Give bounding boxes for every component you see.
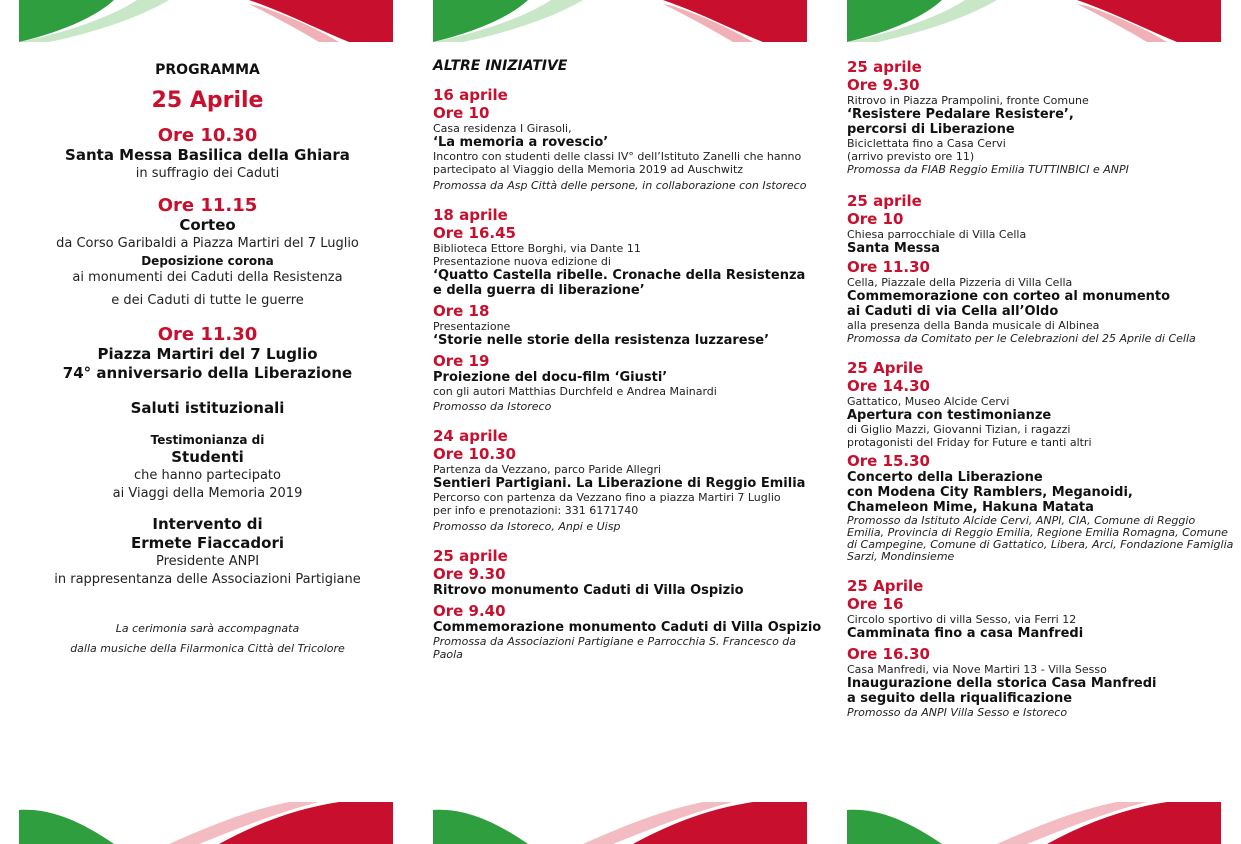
event-promoter: Promossa da Comitato per le Celebrazioni del 25 Aprile di Cella	[847, 332, 1196, 345]
event-detail: ai monumenti dei Caduti della Resistenza	[72, 270, 343, 285]
other-events-column	[433, 56, 823, 661]
event-time: Ore 11.15	[157, 195, 258, 216]
event-desc: (arrivo previsto ore 11)	[847, 150, 975, 163]
event-time: Ore 16.30	[847, 645, 930, 663]
event-promoter: Promossa da Asp Città delle persone, in collaborazione con Istoreco	[433, 179, 807, 192]
event-detail: e dei Caduti di tutte le guerre	[111, 293, 304, 308]
event-promoter: Promosso da Istoreco, Anpi e Uisp	[433, 520, 621, 533]
event-desc: protagonisti del Friday for Future e tanti altri	[847, 436, 1092, 449]
event-date: 25 Aprile	[847, 359, 924, 377]
event-block	[847, 58, 1237, 176]
testimony-block	[20, 432, 395, 503]
event-desc: Presentazione nuova edizione di	[433, 255, 611, 268]
event-promoter: Promossa da Associazioni Partigiane e Parrocchia S. Francesco da Paola	[433, 635, 797, 661]
event-desc: Presentazione	[433, 320, 511, 333]
greetings: Saluti istituzionali	[130, 399, 285, 417]
event-time: Ore 16.45	[433, 224, 516, 242]
event-block	[433, 86, 823, 192]
event-title: a seguito della riqualificazione	[847, 691, 1073, 706]
event-title: con Modena City Ramblers, Meganoidi,	[847, 485, 1133, 500]
event-title: Santa Messa	[847, 241, 940, 256]
note-line: La cerimonia sarà accompagnata	[115, 622, 300, 635]
event-date: 18 aprile	[433, 206, 508, 224]
event-place: Casa Manfredi, via Nove Martiri 13 - Villa Sesso	[847, 663, 1107, 676]
event-title: Commemorazione monumento Caduti di Villa Ospizio	[433, 620, 822, 635]
event-time: Ore 10	[433, 104, 490, 122]
event-title: ‘Resistere Pedalare Resistere’,	[847, 107, 1074, 122]
event-block	[433, 427, 823, 533]
event-block	[847, 577, 1237, 719]
event-place: Cella, Piazzale della Pizzeria di Villa Cella	[847, 276, 1073, 289]
event-block	[433, 547, 823, 661]
speaker-detail: in rappresentanza delle Associazioni Partigiane	[54, 572, 361, 587]
event-date: 25 Aprile	[847, 577, 924, 595]
program-block	[20, 324, 395, 383]
testimony-label: Testimonianza di	[150, 433, 265, 447]
event-time: Ore 10.30	[157, 125, 258, 146]
program-block	[20, 125, 395, 183]
event-place: Circolo sportivo di villa Sesso, via Ferri 12	[847, 613, 1077, 626]
event-time: Ore 14.30	[847, 377, 930, 395]
event-date: 25 aprile	[433, 547, 508, 565]
event-place: Biblioteca Ettore Borghi, via Dante 11	[433, 242, 641, 255]
event-date: 25 aprile	[847, 192, 922, 210]
event-time: Ore 9.30	[433, 565, 506, 583]
event-title: ai Caduti di via Cella all’Oldo	[847, 304, 1059, 319]
event-title: Chameleon Mime, Hakuna Matata	[847, 500, 1094, 515]
testimony-detail: che hanno partecipato	[134, 468, 281, 483]
flag-banner-icon	[19, 802, 393, 844]
program-block	[20, 195, 395, 310]
event-title: Corteo	[179, 216, 236, 234]
speaker-role: Presidente ANPI	[155, 554, 260, 569]
event-title: ‘Quatto Castella ribelle. Cronache della Resistenza	[433, 268, 806, 283]
program-date: 25 Aprile	[151, 88, 264, 113]
event-desc: Biciclettata fino a Casa Cervi	[847, 137, 1006, 150]
event-desc: di Giglio Mazzi, Giovanni Tizian, i ragazzi	[847, 423, 1071, 436]
event-time: Ore 11.30	[157, 324, 258, 345]
event-time: Ore 9.40	[433, 602, 506, 620]
event-desc: alla presenza della Banda musicale di Albinea	[847, 319, 1100, 332]
event-title: ‘La memoria a rovescio’	[433, 135, 609, 150]
event-title: 74° anniversario della Liberazione	[62, 364, 353, 382]
flag-banner-icon	[433, 0, 807, 42]
event-promoter: Promosso da Istituto Alcide Cervi, ANPI, CIA, Comune di Reggio	[847, 514, 1196, 527]
event-title: ‘Storie nelle storie della resistenza luzzarese’	[433, 333, 770, 348]
program-heading: PROGRAMMA	[155, 62, 260, 78]
event-desc: partecipato al Viaggio della Memoria 2019 ad Auschwitz	[433, 163, 744, 176]
event-title: Concerto della Liberazione	[847, 470, 1043, 485]
event-date: 24 aprile	[433, 427, 508, 445]
event-time: Ore 19	[433, 352, 490, 370]
event-date: 25 aprile	[847, 58, 922, 76]
event-title: percorsi di Liberazione	[847, 122, 1015, 137]
event-subtitle: in suffragio dei Caduti	[135, 166, 280, 181]
testimony-detail: ai Viaggi della Memoria 2019	[112, 486, 303, 501]
testimony-who: Studenti	[171, 448, 244, 466]
events-column-right	[847, 58, 1237, 719]
flag-banner-icon	[847, 0, 1221, 42]
event-promoter: Emilia, Provincia di Reggio Emilia, Regione Emilia Romagna, Comune	[847, 526, 1228, 539]
flag-banner-icon	[847, 802, 1221, 844]
event-title: Santa Messa Basilica della Ghiara	[65, 146, 350, 164]
event-place: Partenza da Vezzano, parco Paride Allegri	[433, 463, 662, 476]
program-column	[20, 56, 395, 659]
speech-block	[20, 515, 395, 589]
flag-banner-icon	[433, 802, 807, 844]
speaker-name: Ermete Fiaccadori	[130, 534, 284, 552]
note-line: dalla musiche della Filarmonica Città del Tricolore	[70, 642, 345, 655]
event-promoter: Sarzi, Mondinsieme	[847, 550, 955, 563]
event-block	[847, 359, 1237, 563]
section-heading: ALTRE INIZIATIVE	[433, 58, 568, 74]
event-desc: per info e prenotazioni: 331 6171740	[433, 504, 639, 517]
event-time: Ore 11.30	[847, 258, 930, 276]
event-promoter: Promosso da ANPI Villa Sesso e Istoreco	[847, 706, 1068, 719]
event-time: Ore 10.30	[433, 445, 516, 463]
event-desc: Incontro con studenti delle classi IV° dell’Istituto Zanelli che hanno	[433, 150, 802, 163]
ceremony-note	[20, 619, 395, 659]
event-promoter: Promossa da FIAB Reggio Emilia TUTTINBICI e ANPI	[847, 163, 1129, 176]
event-time: Ore 10	[847, 210, 904, 228]
event-time: Ore 15.30	[847, 452, 930, 470]
event-time: Ore 18	[433, 302, 490, 320]
event-place: Ritrovo in Piazza Prampolini, fronte Comune	[847, 94, 1089, 107]
event-time: Ore 9.30	[847, 76, 920, 94]
event-place: Gattatico, Museo Alcide Cervi	[847, 395, 1010, 408]
event-date: 16 aprile	[433, 86, 508, 104]
event-subtitle: Deposizione corona	[141, 254, 274, 268]
event-block	[433, 206, 823, 413]
event-title: Camminata fino a casa Manfredi	[847, 626, 1084, 641]
event-title: Inaugurazione della storica Casa Manfredi	[847, 676, 1157, 691]
event-desc: con gli autori Matthias Durchfeld e Andrea Mainardi	[433, 385, 717, 398]
event-title: Sentieri Partigiani. La Liberazione di Reggio Emilia	[433, 476, 806, 491]
event-title: Proiezione del docu-film ‘Giusti’	[433, 370, 668, 385]
event-time: Ore 16	[847, 595, 904, 613]
event-title: e della guerra di liberazione’	[433, 283, 645, 298]
event-promoter: di Campegine, Comune di Gattatico, Libera, Arci, Fondazione Famiglia	[847, 538, 1234, 551]
event-promoter: Promosso da Istoreco	[433, 400, 552, 413]
event-title: Piazza Martiri del 7 Luglio	[97, 345, 318, 363]
flag-banner-icon	[19, 0, 393, 42]
event-place: Chiesa parrocchiale di Villa Cella	[847, 228, 1027, 241]
event-route: da Corso Garibaldi a Piazza Martiri del 7 Luglio	[56, 236, 359, 251]
event-desc: Percorso con partenza da Vezzano fino a piazza Martiri 7 Luglio	[433, 491, 781, 504]
event-block	[847, 192, 1237, 345]
event-title: Apertura con testimonianze	[847, 408, 1052, 423]
speech-label: Intervento di	[152, 515, 263, 533]
event-place: Casa residenza I Girasoli,	[433, 122, 572, 135]
event-title: Ritrovo monumento Caduti di Villa Ospizio	[433, 583, 744, 598]
event-title: Commemorazione con corteo al monumento	[847, 289, 1171, 304]
